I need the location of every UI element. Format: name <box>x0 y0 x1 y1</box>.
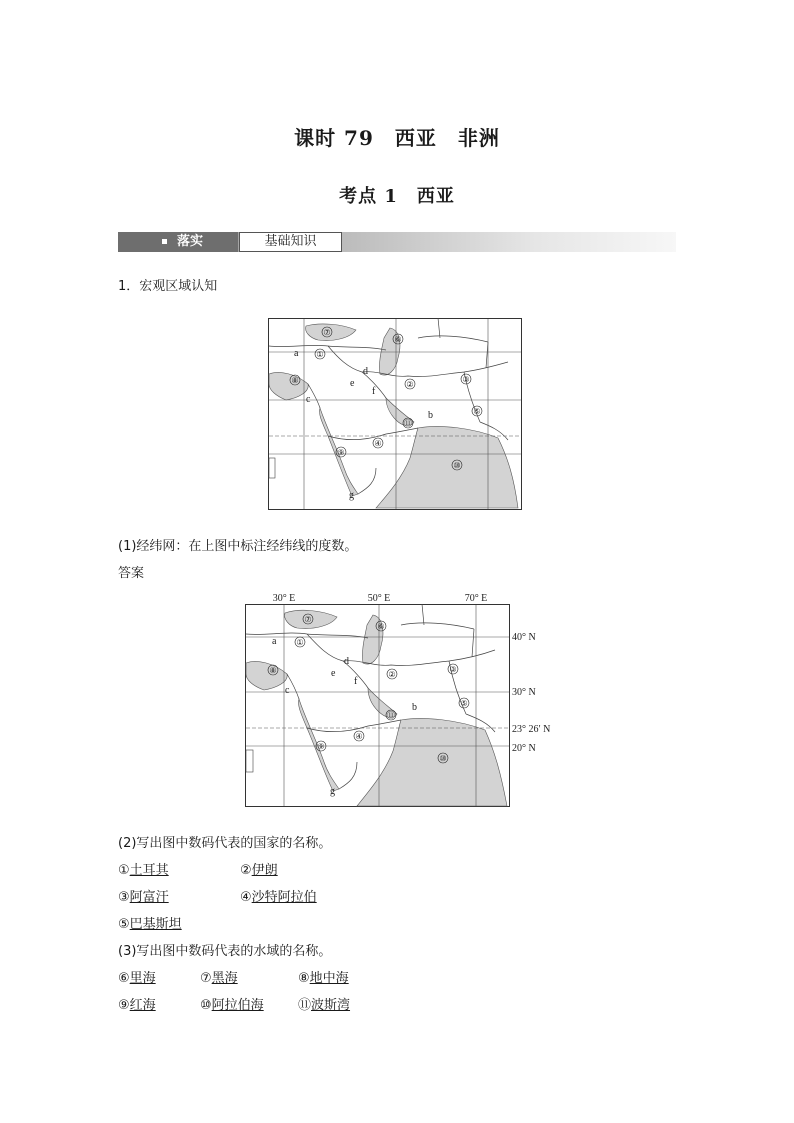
west-asia-map-answer <box>244 591 564 809</box>
svg-text:23° 26′ N: 23° 26′ N <box>512 724 551 735</box>
banner-title: 基础知识 <box>239 232 342 252</box>
question-3: (3)写出图中数码代表的水域的名称。 <box>118 944 332 959</box>
svg-text:⑧: ⑧ <box>269 666 277 675</box>
svg-text:g: g <box>330 786 335 797</box>
svg-text:g: g <box>349 490 354 501</box>
svg-text:30° N: 30° N <box>512 687 536 698</box>
svg-text:⑩: ⑩ <box>439 754 447 763</box>
latitude-labels <box>512 632 550 754</box>
svg-text:20° N: 20° N <box>512 743 536 754</box>
svg-text:⑩: ⑩ <box>453 461 461 470</box>
water-10: ⑩阿拉伯海 <box>200 998 264 1013</box>
water-9: ⑨红海 <box>118 998 156 1013</box>
page-title: 课时 79 西亚 非洲 <box>294 126 500 150</box>
svg-text:d: d <box>363 366 368 377</box>
west-asia-map <box>268 318 522 510</box>
water-7: ⑦黑海 <box>200 971 238 986</box>
water-8: ⑧地中海 <box>298 971 349 986</box>
svg-text:②: ② <box>388 670 396 679</box>
svg-text:⑧: ⑧ <box>291 376 299 385</box>
svg-text:b: b <box>412 702 417 713</box>
section-subtitle: 考点 1 西亚 <box>339 186 455 207</box>
water-6: ⑥里海 <box>118 971 156 986</box>
svg-text:a: a <box>294 348 299 359</box>
svg-text:d: d <box>344 656 349 667</box>
square-bullet-icon <box>162 239 167 244</box>
svg-text:e: e <box>350 378 355 389</box>
svg-text:f: f <box>354 676 358 687</box>
svg-text:①: ① <box>316 350 324 359</box>
longitude-labels <box>273 593 488 604</box>
country-2: ②伊朗 <box>240 863 278 878</box>
answer-label: 答案 <box>118 566 145 581</box>
banner-tag-label: 落实 <box>177 234 204 249</box>
svg-text:30° E: 30° E <box>272 593 296 604</box>
question-2: (2)写出图中数码代表的国家的名称。 <box>118 836 332 851</box>
country-4: ④沙特阿拉伯 <box>240 890 317 905</box>
svg-text:⑥: ⑥ <box>377 622 385 631</box>
svg-text:⑦: ⑦ <box>323 328 331 337</box>
svg-text:a: a <box>272 636 277 647</box>
svg-text:⑥: ⑥ <box>394 335 402 344</box>
svg-text:⑦: ⑦ <box>304 615 312 624</box>
svg-text:④: ④ <box>374 439 382 448</box>
banner-tag <box>118 232 238 252</box>
section-banner <box>118 232 676 252</box>
svg-text:⑨: ⑨ <box>337 448 345 457</box>
svg-text:⑤: ⑤ <box>460 699 468 708</box>
svg-text:c: c <box>306 394 311 405</box>
svg-text:⑪: ⑪ <box>404 419 412 428</box>
svg-text:⑤: ⑤ <box>473 407 481 416</box>
svg-text:①: ① <box>296 638 304 647</box>
svg-text:c: c <box>285 685 290 696</box>
country-3: ③阿富汗 <box>118 890 169 905</box>
svg-text:50° E: 50° E <box>367 593 391 604</box>
svg-text:④: ④ <box>355 732 363 741</box>
svg-text:②: ② <box>406 380 414 389</box>
country-1: ①土耳其 <box>118 863 169 878</box>
svg-text:⑪: ⑪ <box>387 711 395 720</box>
svg-text:e: e <box>331 668 336 679</box>
water-11: ⑪波斯湾 <box>298 998 351 1013</box>
svg-text:70° E: 70° E <box>464 593 488 604</box>
svg-text:b: b <box>428 410 433 421</box>
question-1: (1)经纬网：在上图中标注经纬线的度数。 <box>118 539 358 554</box>
svg-text:⑨: ⑨ <box>317 742 325 751</box>
svg-text:40° N: 40° N <box>512 632 536 643</box>
question-heading: 1．宏观区域认知 <box>118 279 218 294</box>
svg-text:③: ③ <box>462 375 470 384</box>
svg-text:f: f <box>372 386 376 397</box>
svg-text:③: ③ <box>449 665 457 674</box>
country-5: ⑤巴基斯坦 <box>118 917 182 932</box>
